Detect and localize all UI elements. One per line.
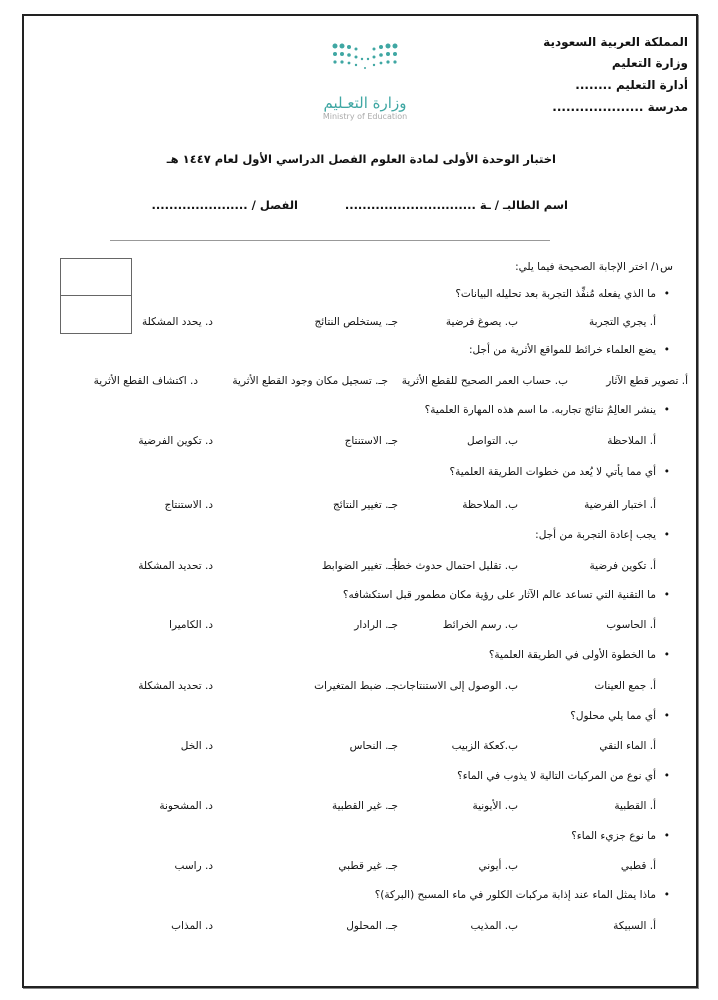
- question-11-option-3[interactable]: جـ. المحلول: [346, 920, 398, 932]
- question-11-option-2[interactable]: ب. المذيب: [470, 920, 518, 932]
- question-10-option-3[interactable]: جـ. غير قطبي: [338, 860, 398, 872]
- question-2-option-1[interactable]: أ. تصوير قطع الآثار: [606, 375, 688, 387]
- question-4-option-1[interactable]: أ. اختبار الفرضية: [584, 499, 656, 511]
- question-7: • ما الخطوة الأولى في الطريقة العلمية؟: [489, 648, 656, 662]
- divider: [110, 240, 550, 241]
- question-5-option-2[interactable]: ب. تقليل احتمال حدوث خطأ: [393, 560, 518, 572]
- question-6-option-2[interactable]: ب. رسم الخرائط: [442, 619, 518, 631]
- question-11: • ماذا يمثل الماء عند إذابة مركبات الكلور في ماء المسبح (البركة)؟: [375, 888, 656, 902]
- question-9-option-4[interactable]: د. المشحونة: [159, 800, 213, 812]
- question-4-option-2[interactable]: ب. الملاحظة: [462, 499, 518, 511]
- question-1-option-2[interactable]: ب. يصوغ فرضية: [445, 316, 518, 328]
- question-6-option-1[interactable]: أ. الحاسوب: [606, 619, 656, 631]
- question-6: • ما التقنية التي تساعد عالم الآثار على رؤية مكان مطمور قبل استكشافه؟: [343, 588, 656, 602]
- question-6-option-3[interactable]: جـ. الرادار: [354, 619, 398, 631]
- question-3: • ينشر العالِمُ نتائج تجاربه. ما اسم هذه المهارة العلمية؟: [425, 403, 656, 417]
- logo-english-text: Ministry of Education: [322, 112, 408, 121]
- question-8-option-4[interactable]: د. الخل: [180, 740, 213, 752]
- question-3-option-4[interactable]: د. تكوين الفرضية: [138, 435, 213, 447]
- question-9: • أي نوع من المركبات التالية لا يذوب في الماء؟: [457, 769, 656, 783]
- question-2-option-4[interactable]: د. اكتشاف القطع الأثرية: [93, 375, 198, 387]
- question-5-option-1[interactable]: أ. تكوين فرضية: [589, 560, 656, 572]
- student-name-field[interactable]: اسم الطالبـ / ـة ..............................: [344, 198, 568, 212]
- question-8-option-2[interactable]: ب.كعكة الزبيب: [451, 740, 518, 752]
- question-6-option-4[interactable]: د. الكاميرا: [169, 619, 213, 631]
- score-box: [60, 258, 132, 334]
- question-4-option-4[interactable]: د. الاستنتاج: [164, 499, 213, 511]
- question-2-option-3[interactable]: جـ. تسجيل مكان وجود القطع الأثرية: [232, 375, 388, 387]
- page-title: اختبار الوحدة الأولى لمادة العلوم الفصل الدراسي الأول لعام ١٤٤٧ هـ: [166, 152, 556, 166]
- question-3-option-3[interactable]: جـ. الاستنتاج: [344, 435, 398, 447]
- question-10: • ما نوع جزيء الماء؟: [571, 829, 656, 843]
- question-1-option-1[interactable]: أ. يجري التجربة: [588, 316, 656, 328]
- question-10-option-4[interactable]: د. راسب: [174, 860, 213, 872]
- question-11-option-1[interactable]: أ. السبيكة: [613, 920, 656, 932]
- question-7-option-2[interactable]: ب. الوصول إلى الاستنتاجات: [396, 680, 518, 692]
- question-7-option-3[interactable]: جـ. ضبط المتغيرات: [314, 680, 398, 692]
- question-9-option-3[interactable]: جـ. غير القطبية: [331, 800, 398, 812]
- ministry-logo: [310, 38, 420, 122]
- question-7-option-1[interactable]: أ. جمع العينات: [594, 680, 656, 692]
- question-7-option-4[interactable]: د. تحديد المشكلة: [138, 680, 213, 692]
- question-10-option-2[interactable]: ب. أيوني: [478, 860, 518, 872]
- question-5: • يجب إعادة التجربة من أجل:: [535, 528, 656, 542]
- question-1-option-4[interactable]: د. يحدد المشكلة: [141, 316, 213, 328]
- logo-dots-icon: [310, 38, 420, 88]
- kingdom-label: المملكة العربية السعودية: [543, 35, 688, 49]
- question-1-option-3[interactable]: جـ. يستخلص النتائج: [314, 316, 398, 328]
- question-2-option-2[interactable]: ب. حساب العمر الصحيح للقطع الأثرية: [401, 375, 568, 387]
- question-4: • أي مما يأتي لا يُعد من خطوات الطريقة العلمية؟: [450, 465, 656, 479]
- question-2: • يضع العلماء خرائط للمواقع الأثرية من أجل:: [469, 343, 656, 357]
- question-3-option-2[interactable]: ب. التواصل: [466, 435, 518, 447]
- question-8-option-1[interactable]: أ. الماء النقي: [599, 740, 656, 752]
- question-10-option-1[interactable]: أ. قطبي: [620, 860, 656, 872]
- admin-label: أدارة التعليم ........: [575, 78, 688, 92]
- question-9-option-1[interactable]: أ. القطبية: [614, 800, 656, 812]
- question-8-option-3[interactable]: جـ. النحاس: [349, 740, 398, 752]
- question-5-option-4[interactable]: د. تحديد المشكلة: [138, 560, 213, 572]
- question-4-option-3[interactable]: جـ. تغيير النتائج: [332, 499, 398, 511]
- class-field[interactable]: الفصل / ......................: [151, 198, 298, 212]
- logo-arabic-text: وزارة التعـليم: [323, 94, 407, 112]
- section-heading: س١/ اختر الإجابة الصحيحة فيما يلي:: [515, 261, 673, 273]
- question-5-option-3[interactable]: جـ. تغيير الضوابط: [321, 560, 398, 572]
- question-8: • أي مما يلي محلول؟: [570, 709, 656, 723]
- question-11-option-4[interactable]: د. المذاب: [171, 920, 213, 932]
- ministry-label: وزارة التعليم: [611, 56, 688, 70]
- question-3-option-1[interactable]: أ. الملاحظة: [607, 435, 656, 447]
- school-label: مدرسة ....................: [552, 100, 688, 114]
- question-1: • ما الذي يفعله مُنفِّذ التجربة بعد تحليله البيانات؟: [455, 287, 656, 301]
- question-9-option-2[interactable]: ب. الأيونية: [472, 800, 518, 812]
